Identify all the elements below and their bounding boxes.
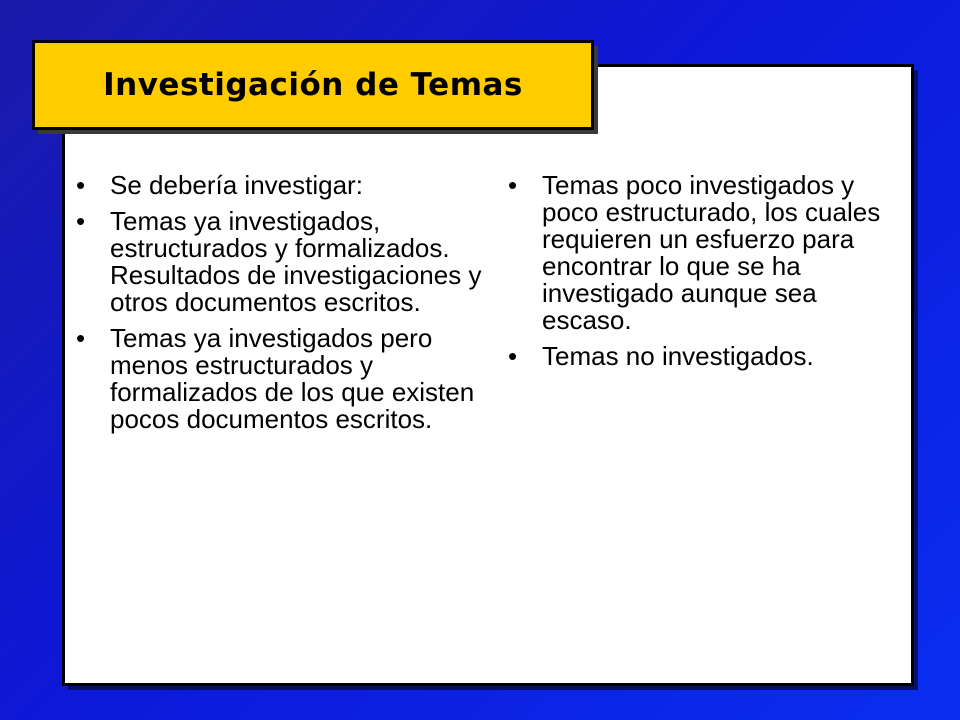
bullet-item <box>508 343 908 370</box>
bullet-text: Temas no investigados. <box>542 341 814 371</box>
bullet-text: Temas poco investigados y poco estructurado, los cuales requieren un esfuerzo para encontrar lo que se ha investigado aunque sea escaso. <box>542 170 881 335</box>
title-box <box>32 40 594 130</box>
right-bullet-list <box>508 172 908 379</box>
left-bullet-list <box>76 172 486 442</box>
bullet-item <box>508 172 908 334</box>
bullet-icon: • <box>508 341 518 371</box>
bullet-text: Temas ya investigados, estructurados y formalizados. Resultados de investigaciones y otros documentos escritos. <box>110 206 482 317</box>
bullet-icon: • <box>76 206 86 236</box>
bullet-text: Se debería investigar: <box>110 170 363 200</box>
bullet-icon: • <box>76 323 86 353</box>
bullet-icon: • <box>508 170 518 200</box>
bullet-item <box>76 172 486 199</box>
bullet-icon: • <box>76 170 86 200</box>
slide-title: Investigación de Temas <box>103 67 523 103</box>
bullet-item <box>76 325 486 433</box>
bullet-text: Temas ya investigados pero menos estructurados y formalizados de los que existen pocos documentos escritos. <box>110 323 475 434</box>
bullet-item <box>76 208 486 316</box>
